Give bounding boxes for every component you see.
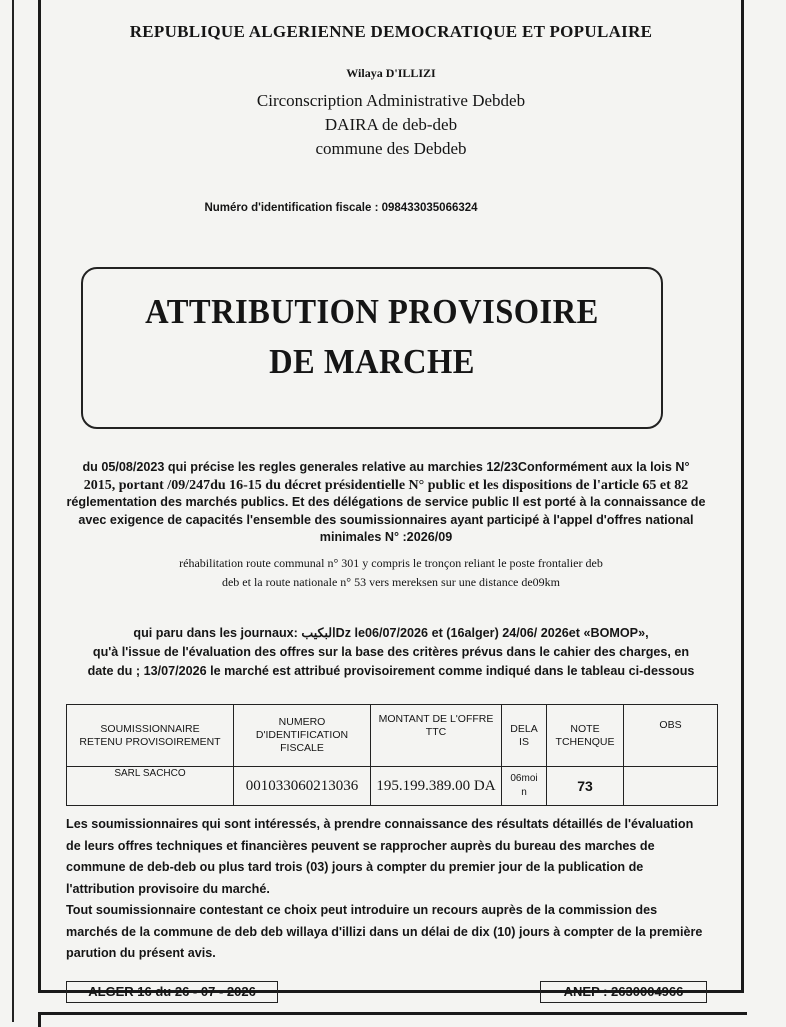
closing-line: Tout soumissionnaire contestant ce choix peut introduire un recours auprès de la commission des <box>66 903 658 917</box>
republic-heading: REPUBLIQUE ALGERIENNE DEMOCRATIQUE ET POPULAIRE <box>129 22 653 41</box>
intro-line: 2015, portant /09/247du 16-15 du décret présidentielle N° public et les dispositions de l'article 65 et 82 <box>83 477 689 493</box>
closing-paragraph <box>66 814 726 965</box>
publication-paragraph <box>41 624 741 681</box>
header-note: NOTE TCHENQUE <box>547 705 624 767</box>
table-header-row <box>67 705 718 767</box>
intro-line: réglementation des marchés publics. Et des délégations de service public Il est porté à la connaissance de <box>66 495 706 509</box>
notice-title <box>103 287 641 387</box>
intro-line: du 05/08/2023 qui précise les regles generales relative au marchies 12/23Conformément aux la lois N° <box>82 460 690 474</box>
fiscal-id-line: Numéro d'identification fiscale : 098433035066324 <box>204 202 478 214</box>
circonscription-line: Circonscription Administrative Debdeb <box>256 91 526 110</box>
cell-montant: 195.199.389.00 DA <box>371 767 502 806</box>
cell-soumissionnaire: SARL SACHCO <box>67 767 234 806</box>
closing-line: de leurs offres techniques et financières peuvent se rapprocher auprès du bureau des marches de <box>66 838 655 853</box>
table-row <box>67 767 718 806</box>
cell-delai: 06moi n <box>502 767 547 806</box>
closing-line: marchés de la commune de deb deb willaya d'illizi dans un délai de dix (10) jours à compter de la première <box>66 924 703 939</box>
header-obs: OBS <box>624 705 718 767</box>
left-page-edge <box>0 0 14 1022</box>
object-line: réhabilitation route communal n° 301 y compris le tronçon reliant le poste frontalier deb <box>179 556 603 570</box>
publication-line: qui paru dans les journaux: البكيبDz le06/07/2026 et (16alger) 24/06/ 2026et «BOMOP», <box>133 626 649 640</box>
daira-line: DAIRA de deb-deb <box>324 115 458 134</box>
wilaya-line: Wilaya D'ILLIZI <box>346 66 436 80</box>
publication-date-box: ALGER 16 du 26 - 07 - 2026 <box>66 981 278 1003</box>
closing-line: l'attribution provisoire du marché. <box>66 881 270 896</box>
title-box <box>81 267 663 429</box>
header-nif: NUMERO D'IDENTIFICATION FISCALE <box>234 705 371 767</box>
header-delai: DELA IS <box>502 705 547 767</box>
intro-line: avec exigence de capacités l'ensemble des soumissionnaires ayant participé à l'appel d'offres national <box>78 512 694 527</box>
award-table <box>66 704 718 806</box>
anep-reference-box: ANEP : 2630004966 <box>540 981 707 1003</box>
cell-note: 73 <box>547 767 624 806</box>
header-montant: MONTANT DE L'OFFRE TTC <box>371 705 502 767</box>
next-notice-edge <box>38 1012 747 1027</box>
cell-nif: 001033060213036 <box>234 767 371 806</box>
publication-line: qu'à l'issue de l'évaluation des offres sur la base des critères prévus dans le cahier des charges, en <box>92 645 690 659</box>
commune-line: commune des Debdeb <box>315 139 467 158</box>
administration-block <box>41 89 741 161</box>
object-line: deb et la route nationale n° 53 vers mereksen sur une distance de09km <box>221 575 561 589</box>
title-line-1: ATTRIBUTION PROVISOIRE <box>145 292 599 331</box>
cell-obs <box>624 767 718 806</box>
publication-line: date du ; 13/07/2026 le marché est attribué provisoirement comme indiqué dans le tableau ci-dessous <box>87 664 695 678</box>
intro-paragraph <box>44 459 728 547</box>
header-soumissionnaire: SOUMISSIONNAIRE RETENU PROVISOIREMENT <box>67 705 234 767</box>
title-line-2: DE MARCHE <box>269 342 475 381</box>
closing-line: Les soumissionnaires qui sont intéressés, à prendre connaissance des résultats détaillés de l'évaluation <box>66 817 694 831</box>
closing-line: parution du présent avis. <box>66 946 216 960</box>
closing-line: commune de deb-deb ou plus tard trois (03) jours à compter du premier jour de la publication de <box>66 860 644 874</box>
object-paragraph <box>41 554 741 592</box>
intro-line: minimales N° :2026/09 <box>319 530 453 544</box>
